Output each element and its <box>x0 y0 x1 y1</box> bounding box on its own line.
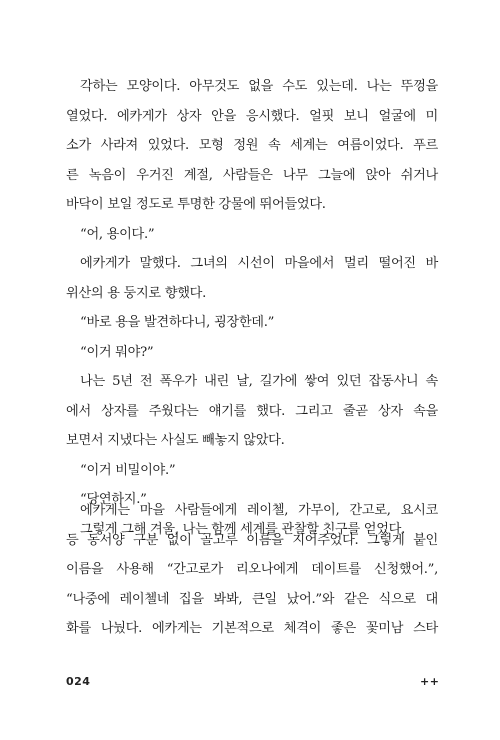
text-line: 바닥이 보일 정도로 투명한 강물에 뛰어들었다. <box>66 197 326 212</box>
text-line: 각하는 모양이다. 아무것도 없을 수도 있는데. 나는 뚜껑을 <box>80 79 438 94</box>
text-line: 소가 사라져 있었다. 모형 정원 속 세계는 여름이었다. 푸르 <box>66 138 438 153</box>
text-line: 열었다. 에카게가 상자 안을 응시했다. 얼핏 보니 얼굴에 미 <box>66 108 438 124</box>
text-line: 른 녹음이 우거진 계절, 사람들은 나무 그늘에 앉아 쉬거나 <box>66 167 438 183</box>
text-line: 그렇게 그해 겨울, 나는 함께 세계를 관찰할 친구를 얻었다. <box>80 521 406 537</box>
text-line: “나중에 레이첼네 집을 봐봐, 큰일 났어.”와 같은 식으로 대 <box>66 591 438 607</box>
text-line: 나는 5년 전 폭우가 내린 날, 길가에 쌓여 있던 잡동사니 속 <box>80 374 438 389</box>
dialogue-line: “이거 비밀이야.” <box>80 462 176 478</box>
text-line: 에서 상자를 주웠다는 얘기를 했다. 그리고 줄곧 상자 속을 <box>66 403 438 419</box>
text-line: 위산의 용 둥지로 향했다. <box>66 285 206 301</box>
page-number: 024 <box>66 675 91 688</box>
text-line: 보면서 지냈다는 사실도 빼놓지 않았다. <box>66 433 285 448</box>
text-line: 에카게가 말했다. 그녀의 시선이 마을에서 멀리 떨어진 바 <box>80 256 438 271</box>
text-line: 에카게는 마을 사람들에게 레이첼, 가무이, 간고로, 요시코 <box>80 503 438 518</box>
text-line: 화를 나눴다. 에카게는 기본적으로 체격이 좋은 꽃미남 스타 <box>66 621 438 636</box>
body-text-top <box>66 72 438 544</box>
dialogue-line: “바로 용을 발견하다니, 굉장한데.” <box>80 315 275 330</box>
body-text-bottom <box>66 496 438 644</box>
text-line: 이름을 사용해 “간고로가 리오나에게 데이트를 신청했어.”, <box>66 562 438 577</box>
dialogue-line: “어, 용이다.” <box>80 226 155 242</box>
text-line: 등 동서양 구분 없이 골고루 이름을 지어주었다. 그렇게 붙인 <box>66 532 438 548</box>
dialogue-line: “이거 뭐야?” <box>80 344 154 360</box>
running-head: ++ <box>420 675 440 688</box>
dialogue-line: “당연하지.” <box>80 492 147 507</box>
